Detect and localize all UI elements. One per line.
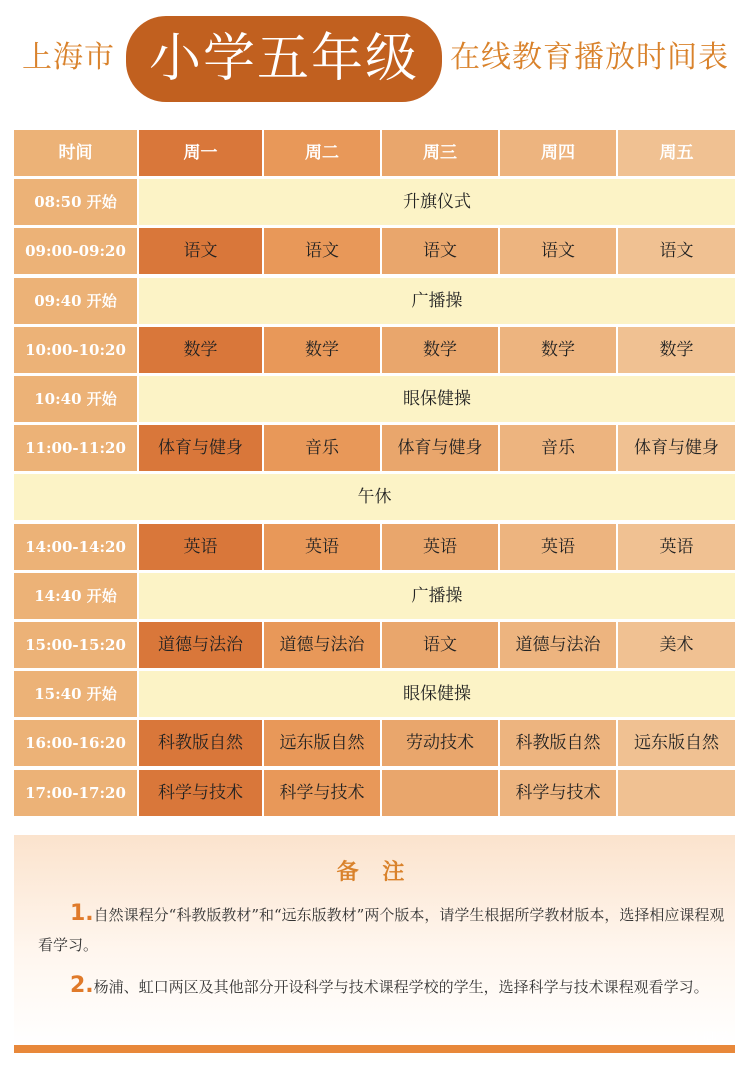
time-cell: 09:00-09:20: [14, 228, 137, 274]
table-row: [14, 720, 735, 766]
header-day: 周三: [382, 130, 498, 176]
bottom-bar: [14, 1045, 735, 1053]
header-time: 时间: [14, 130, 137, 176]
subject-cell: 英语: [264, 524, 380, 570]
activity-cell: 广播操: [139, 573, 735, 619]
table-row: [14, 622, 735, 668]
subject-cell: 英语: [500, 524, 616, 570]
subject-cell: 美术: [618, 622, 735, 668]
subject-cell: 科学与技术: [139, 770, 262, 816]
activity-cell: 眼保健操: [139, 671, 735, 717]
subject-cell: 体育与健身: [382, 425, 498, 471]
table-row: [14, 770, 735, 816]
activity-cell: 升旗仪式: [139, 179, 735, 225]
time-cell: 16:00-16:20: [14, 720, 137, 766]
subject-cell: 道德与法治: [500, 622, 616, 668]
subject-cell: 数学: [500, 327, 616, 373]
activity-cell: 广播操: [139, 278, 735, 324]
subject-cell: 科教版自然: [139, 720, 262, 766]
subject-cell: 远东版自然: [618, 720, 735, 766]
table-row: [14, 671, 735, 717]
subject-cell: 远东版自然: [264, 720, 380, 766]
subject-cell: 音乐: [264, 425, 380, 471]
table-row: [14, 573, 735, 619]
subject-cell: 体育与健身: [618, 425, 735, 471]
header-day: 周四: [500, 130, 616, 176]
subject-cell: 数学: [618, 327, 735, 373]
subject-cell: [618, 770, 735, 816]
note-item: [38, 971, 728, 1002]
time-cell: 15:00-15:20: [14, 622, 137, 668]
subject-cell: 英语: [618, 524, 735, 570]
table-row: [14, 425, 735, 471]
subject-cell: 道德与法治: [264, 622, 380, 668]
time-cell: 11:00-11:20: [14, 425, 137, 471]
subject-cell: 英语: [139, 524, 262, 570]
subject-cell: 体育与健身: [139, 425, 262, 471]
subject-cell: [382, 770, 498, 816]
header-day: 周五: [618, 130, 735, 176]
table-row: [14, 474, 735, 520]
time-cell: 17:00-17:20: [14, 770, 137, 816]
time-cell: 08:50 开始: [14, 179, 137, 225]
note-number: 1.: [70, 901, 94, 926]
subject-cell: 语文: [382, 622, 498, 668]
table-row: [14, 376, 735, 422]
time-cell: 14:40 开始: [14, 573, 137, 619]
page-title: [0, 0, 749, 120]
table-row: [14, 278, 735, 324]
subject-cell: 数学: [139, 327, 262, 373]
timetable-header: [14, 130, 735, 176]
note-item: [38, 899, 728, 960]
subject-cell: 语文: [382, 228, 498, 274]
time-cell: 10:00-10:20: [14, 327, 137, 373]
subject-cell: 语文: [618, 228, 735, 274]
header-day: 周二: [264, 130, 380, 176]
notes-title: 备 注: [336, 859, 413, 885]
subject-cell: 科学与技术: [500, 770, 616, 816]
subject-cell: 语文: [500, 228, 616, 274]
subject-cell: 语文: [139, 228, 262, 274]
table-row: [14, 524, 735, 570]
watermark: 上聊学: [689, 1031, 729, 1046]
note-number: 2.: [70, 973, 94, 998]
table-row: [14, 327, 735, 373]
title-city: 上海市: [22, 40, 115, 75]
title-subtitle: 在线教育播放时间表: [450, 40, 729, 75]
break-cell: 午休: [14, 474, 735, 520]
time-cell: 15:40 开始: [14, 671, 137, 717]
time-cell: 10:40 开始: [14, 376, 137, 422]
subject-cell: 数学: [264, 327, 380, 373]
subject-cell: 数学: [382, 327, 498, 373]
subject-cell: 语文: [264, 228, 380, 274]
table-row: [14, 179, 735, 225]
note-text: 杨浦、虹口两区及其他部分开设科学与技术课程学校的学生，选择科学与技术课程观看学习。: [93, 978, 709, 996]
subject-cell: 道德与法治: [139, 622, 262, 668]
title-grade-badge: 小学五年级: [126, 16, 442, 102]
activity-cell: 眼保健操: [139, 376, 735, 422]
note-text: 自然课程分“科教版教材”和“远东版教材”两个版本，请学生根据所学教材版本，选择相应课程观看学习。: [38, 906, 725, 954]
table-row: [14, 228, 735, 274]
time-cell: 14:00-14:20: [14, 524, 137, 570]
subject-cell: 劳动技术: [382, 720, 498, 766]
subject-cell: 音乐: [500, 425, 616, 471]
subject-cell: 科学与技术: [264, 770, 380, 816]
notes-panel: [14, 835, 735, 1045]
subject-cell: 科教版自然: [500, 720, 616, 766]
subject-cell: 英语: [382, 524, 498, 570]
time-cell: 09:40 开始: [14, 278, 137, 324]
header-day: 周一: [139, 130, 262, 176]
